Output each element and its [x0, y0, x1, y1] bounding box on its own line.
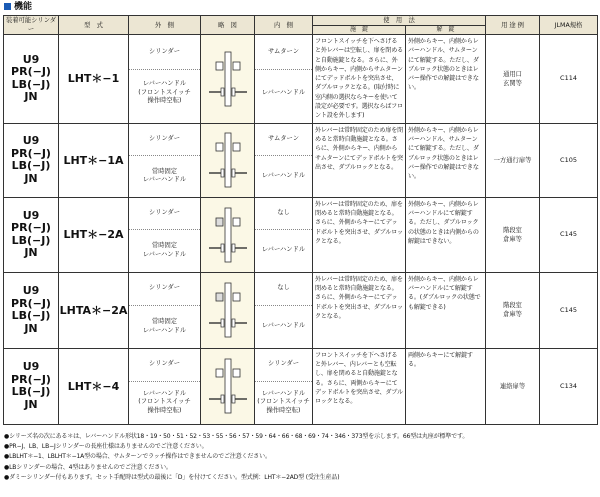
table-row	[4, 272, 598, 348]
lock-text: 外レバーは常時固定のため扉を閉めると常時自動施錠となる。さらに、外側からキー、内側からサムターンにてデッドボルトを突出させ、ダブルロックとなる。	[313, 123, 406, 197]
cylinder-name: JN	[24, 171, 38, 185]
inner-cell	[255, 35, 313, 124]
header-diagram: 略 図	[201, 16, 255, 35]
note-line: ●シリーズ名の次にある＊は、レバーハンドル形状18・19・50・51・52・53・55・56・57・59・64・66・68・69・74・346・373型を示します。66型は丸座が標準です。	[4, 433, 469, 440]
cylinder-name: PR(−J)	[11, 65, 51, 79]
notes	[4, 432, 598, 483]
unlock-text: 外側からキー、内側からレバーハンドル、サムターンにて解錠する。ただし、ダブルロック状態のときはレバー操作での解錠はできない。	[406, 123, 486, 197]
unlock-text: 両側からキーにて解錠する。	[406, 348, 486, 424]
application-cell: 一方通行扉等	[486, 123, 540, 197]
cylinder-name: U9	[22, 360, 40, 374]
lock-text: 外レバーは常時固定のため、扉を閉めると常時自動施錠となる。さらに、外側からキーにてデッドボルトを突出させ、ダブルロックとなる。	[313, 197, 406, 272]
inner-top: シリンダー	[255, 349, 312, 382]
model-cell: LHTA＊−2A	[59, 272, 129, 348]
note-line: ●ダミーシリンダー付もあります。セット手配時は型式の最後に「D」を付けてください。型式例：LHT＊−2AD型 (受注生産品)	[4, 473, 340, 481]
unlock-text: 外側からキー、内側からレバーハンドル、サムターンにて解錠する。ただし、ダブルロック状態のときはレバー操作での解錠はできない。	[406, 35, 486, 124]
inner-top: なし	[255, 273, 312, 306]
cylinder-name: PR(−J)	[11, 221, 51, 235]
cylinder-name: U9	[22, 284, 40, 298]
outer-cell	[129, 348, 201, 424]
outer-top: シリンダー	[129, 349, 200, 382]
note-line: ●PR−J、LB、LB−Jシリンダーの長座仕様はありませんのでご注意ください。	[4, 443, 208, 451]
outer-top: シリンダー	[129, 198, 200, 230]
lock-diagram	[201, 348, 255, 424]
cylinder-name: U9	[22, 52, 40, 66]
title-square-icon	[4, 3, 11, 10]
unlock-text: 外側からキー、内側からレバーハンドルにて解錠する。(ダブルロックの状態でも解錠できる)	[406, 272, 486, 348]
outer-top: シリンダー	[129, 273, 200, 306]
header-jlma: JLMA規格	[540, 16, 598, 35]
inner-cell	[255, 272, 313, 348]
lock-text: フロントスイッチを下へさげると外レバー、内レバーとも空転し、扉を閉めると自動施錠となる。さらに、両側からキーにてデッドボルトを突出させ、ダブルロックとなる。	[313, 348, 406, 424]
application-cell: 階段室 倉庫等	[486, 272, 540, 348]
cylinder-name: LB(−J)	[11, 159, 51, 173]
cylinder-name: PR(−J)	[11, 296, 51, 310]
model-cell: LHT＊−4	[59, 348, 129, 424]
outer-bottom: 常時固定 レバーハンドル	[142, 242, 187, 258]
cylinder-name: JN	[24, 90, 38, 104]
header-cylinder: 装着可能シリンダー	[4, 16, 59, 35]
cylinder-cell	[4, 123, 59, 197]
cylinder-name: LB(−J)	[11, 309, 51, 323]
cylinder-cell	[4, 197, 59, 272]
header-usage: 使 用 法	[313, 16, 486, 26]
cylinder-name: JN	[24, 321, 38, 335]
inner-bottom: レバーハンドル	[261, 88, 306, 96]
header-application: 用 途 例	[486, 16, 540, 35]
table-row	[4, 35, 598, 124]
model-cell: LHT＊−2A	[59, 197, 129, 272]
lock-diagram	[201, 35, 255, 124]
cylinder-name: LB(−J)	[11, 385, 51, 399]
outer-bottom: 常時固定 レバーハンドル	[142, 318, 187, 334]
cylinder-name: U9	[22, 208, 40, 222]
outer-bottom: レバーハンドル (フロントスイッチ 操作時空転)	[138, 389, 191, 414]
outer-top: シリンダー	[129, 35, 200, 70]
inner-bottom: レバーハンドル	[261, 322, 306, 330]
cylinder-cell	[4, 35, 59, 124]
application-cell: 通用口 玄関等	[486, 35, 540, 124]
note-line: ●LBLHT＊−1、LBLHT＊−1A型の場合、サムターンでラッチ操作はできませんのでご注意ください。	[4, 453, 271, 461]
header-inner: 内 側	[255, 16, 313, 35]
cylinder-name: PR(−J)	[11, 146, 51, 160]
table-row	[4, 123, 598, 197]
model-cell: LHT＊−1	[59, 35, 129, 124]
inner-top: サムターン	[255, 35, 312, 70]
inner-cell	[255, 123, 313, 197]
cylinder-name: LB(−J)	[11, 77, 51, 91]
jlma-cell: C145	[540, 272, 598, 348]
lock-text: 外レバーは常時固定のため、扉を閉めると常時自動施錠となる。さらに、外側からキーにてデッドボルトを突出させ、ダブルロックとなる。	[313, 272, 406, 348]
cylinder-cell	[4, 348, 59, 424]
section-title: 機能	[4, 2, 32, 13]
outer-cell	[129, 123, 201, 197]
outer-top: シリンダー	[129, 124, 200, 156]
jlma-cell: C134	[540, 348, 598, 424]
table-row	[4, 197, 598, 272]
cylinder-name: JN	[24, 246, 38, 260]
jlma-cell: C145	[540, 197, 598, 272]
header-unlock: 解 錠	[406, 26, 486, 35]
cylinder-name: PR(−J)	[11, 372, 51, 386]
function-table	[3, 15, 598, 425]
cylinder-name: LB(−J)	[11, 233, 51, 247]
table-row	[4, 348, 598, 424]
inner-bottom: レバーハンドル	[261, 246, 306, 254]
header-model: 型 式	[59, 16, 129, 35]
header-outer: 外 側	[129, 16, 201, 35]
unlock-text: 外側からキー、内側からレバーハンドルにて解錠する。ただし、ダブルロックの状態のときは内側からの解錠はできない。	[406, 197, 486, 272]
note-line: ●LBシリンダーの場合、4型はありませんのでご注意ください。	[4, 463, 172, 471]
lock-diagram	[201, 197, 255, 272]
cylinder-name: U9	[22, 134, 40, 148]
inner-cell	[255, 197, 313, 272]
outer-cell	[129, 272, 201, 348]
outer-bottom: 常時固定 レバーハンドル	[142, 167, 187, 184]
outer-cell	[129, 197, 201, 272]
inner-top: サムターン	[255, 124, 312, 156]
lock-diagram	[201, 272, 255, 348]
jlma-cell: C105	[540, 123, 598, 197]
inner-bottom: レバーハンドル (フロントスイッチ 操作時空転)	[257, 389, 310, 414]
outer-cell	[129, 35, 201, 124]
outer-bottom: レバーハンドル (フロントスイッチ 操作時空転)	[138, 80, 191, 105]
inner-top: なし	[255, 198, 312, 230]
application-cell: 連絡扉等	[486, 348, 540, 424]
lock-diagram	[201, 123, 255, 197]
cylinder-cell	[4, 272, 59, 348]
inner-cell	[255, 348, 313, 424]
lock-text: フロントスイッチを下へさげると外レバーは空転し、扉を閉めると自動施錠となる。さらに、外側からキー、内側からサムターンにてデッドボルトを突出させ、ダブルロックとなる。(取付時に室内側の選択ならキーを使いて設定が必要です。選択ならばフロント設を外します)	[313, 35, 406, 124]
model-cell: LHT＊−1A	[59, 123, 129, 197]
header-lock: 施 錠	[313, 26, 406, 35]
inner-bottom: レバーハンドル	[261, 171, 306, 179]
jlma-cell: C114	[540, 35, 598, 124]
application-cell: 階段室 倉庫等	[486, 197, 540, 272]
cylinder-name: JN	[24, 397, 38, 411]
